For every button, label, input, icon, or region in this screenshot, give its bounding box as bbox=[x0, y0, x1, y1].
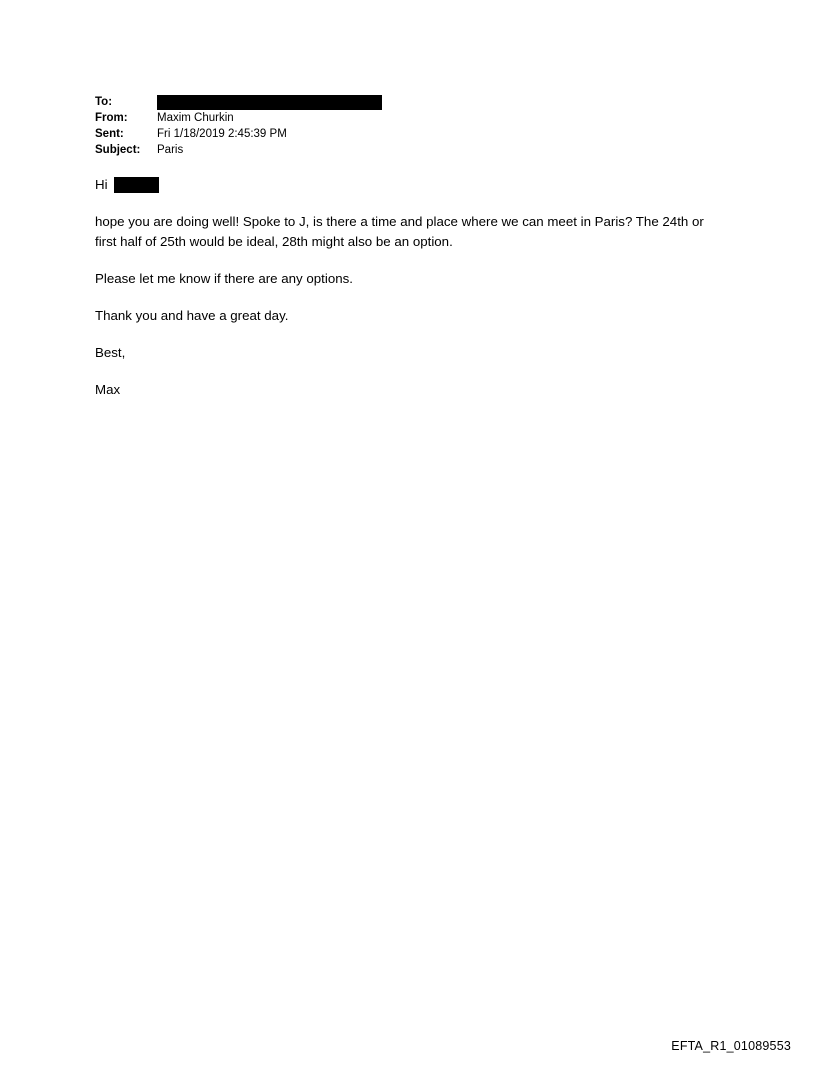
header-row-to bbox=[95, 94, 715, 110]
signoff-line: Best, bbox=[95, 345, 126, 360]
email-header bbox=[95, 94, 715, 158]
email-body bbox=[95, 174, 720, 400]
redaction-bar-recipient bbox=[157, 95, 382, 110]
header-row-sent bbox=[95, 126, 715, 142]
header-label-to: To: bbox=[95, 96, 113, 108]
header-label-from: From: bbox=[95, 112, 128, 124]
body-paragraph-1: hope you are doing well! Spoke to J, is there a time and place where we can meet in Paris? The 24th or first half of 25th would be ideal, 28th might also be an option. bbox=[95, 214, 704, 249]
header-value-sent: Fri 1/18/2019 2:45:39 PM bbox=[157, 128, 287, 140]
header-value-subject: Paris bbox=[157, 144, 184, 156]
greeting-line bbox=[95, 174, 720, 195]
header-label-sent: Sent: bbox=[95, 128, 124, 140]
header-value-from: Maxim Churkin bbox=[157, 112, 234, 124]
header-value-to bbox=[157, 94, 382, 110]
header-row-subject bbox=[95, 142, 715, 158]
header-row-from bbox=[95, 110, 715, 126]
bates-number: EFTA_R1_01089553 bbox=[671, 1039, 791, 1053]
redaction-bar-greeting-name bbox=[114, 177, 159, 193]
greeting-word: Hi bbox=[95, 176, 108, 192]
body-paragraph-2: Please let me know if there are any options. bbox=[95, 271, 353, 286]
signature-name: Max bbox=[95, 382, 121, 397]
header-label-subject: Subject: bbox=[95, 144, 141, 156]
body-paragraph-3: Thank you and have a great day. bbox=[95, 308, 289, 323]
